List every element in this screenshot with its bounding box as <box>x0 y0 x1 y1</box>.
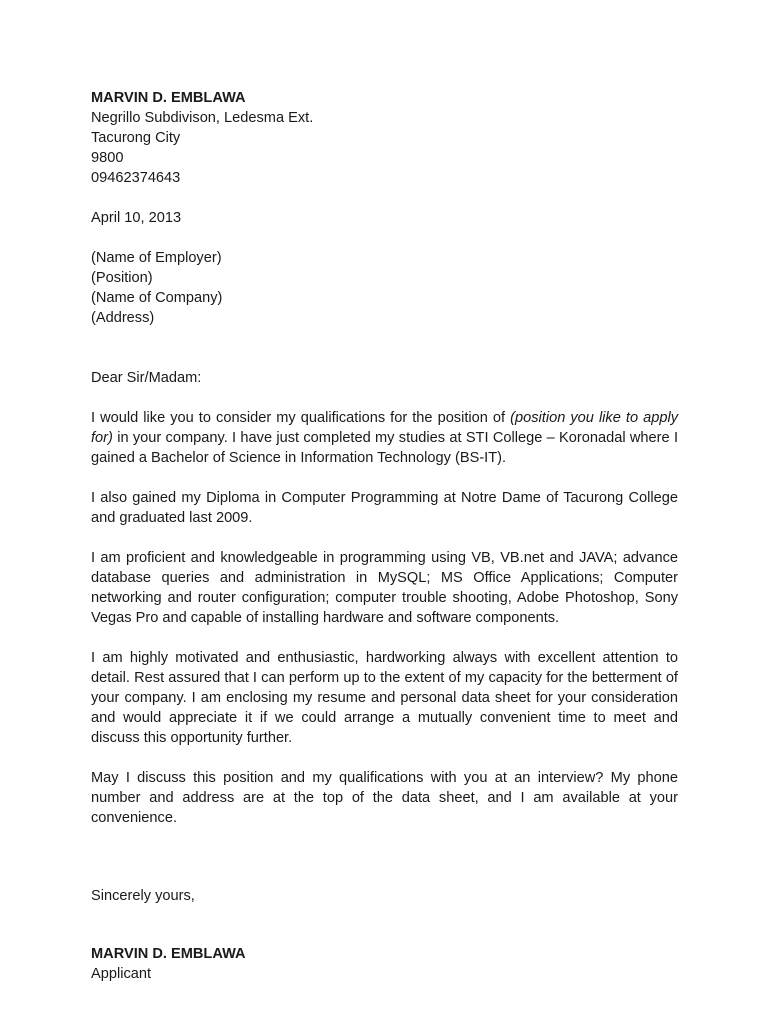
sender-address: Negrillo Subdivison, Ledesma Ext. <box>91 110 314 126</box>
sender-phone: 09462374643 <box>91 170 181 186</box>
paragraph-5: May I discuss this position and my qualifications with you at an interview? My phone number and address are at the top of the data sheet, and I am available at your convenience. <box>91 770 678 826</box>
paragraph-4: I am highly motivated and enthusiastic, hardworking always with excellent attention to detail. Rest assured that I can perform up to the extent of my capacity for the betterment of your company. I am enclosing my resume and personal data sheet for your consideration and would appreciate it if we could arrange a mutually convenient time to meet and discuss this opportunity further. <box>91 650 678 746</box>
sender-name: MARVIN D. EMBLAWA <box>91 90 246 106</box>
paragraph-1-italic: (position you like to apply for) <box>91 410 678 446</box>
paragraph-2: I also gained my Diploma in Computer Programming at Notre Dame of Tacurong College and graduated last 2009. <box>91 490 678 526</box>
recipient-employer: (Name of Employer) <box>91 250 222 266</box>
signature-block <box>91 944 678 984</box>
paragraph-1-start: I would like you to consider my qualifications for the position of <box>91 410 511 426</box>
salutation: Dear Sir/Madam: <box>91 370 202 386</box>
signature-title: Applicant <box>91 966 152 982</box>
letter-date: April 10, 2013 <box>91 210 182 226</box>
paragraph-3: I am proficient and knowledgeable in programming using VB, VB.net and JAVA; advance database queries and administration in MySQL; MS Office Applications; Computer networking and router configuration; computer trouble shooting, Adobe Photoshop, Sony Vegas Pro and capable of installing hardware and software components. <box>91 550 678 626</box>
sender-block <box>91 88 678 188</box>
recipient-company: (Name of Company) <box>91 290 223 306</box>
cover-letter <box>91 88 678 984</box>
closing: Sincerely yours, <box>91 888 195 904</box>
recipient-address: (Address) <box>91 310 155 326</box>
paragraph-1 <box>91 408 678 468</box>
recipient-block <box>91 248 678 328</box>
recipient-position: (Position) <box>91 270 153 286</box>
paragraph-1-end: in your company. I have just completed my studies at STI College – Koronadal where I gained a Bachelor of Science in Information Technology (BS-IT). <box>91 430 678 466</box>
sender-city: Tacurong City <box>91 130 181 146</box>
signature-name: MARVIN D. EMBLAWA <box>91 946 246 962</box>
sender-zip: 9800 <box>91 150 124 166</box>
